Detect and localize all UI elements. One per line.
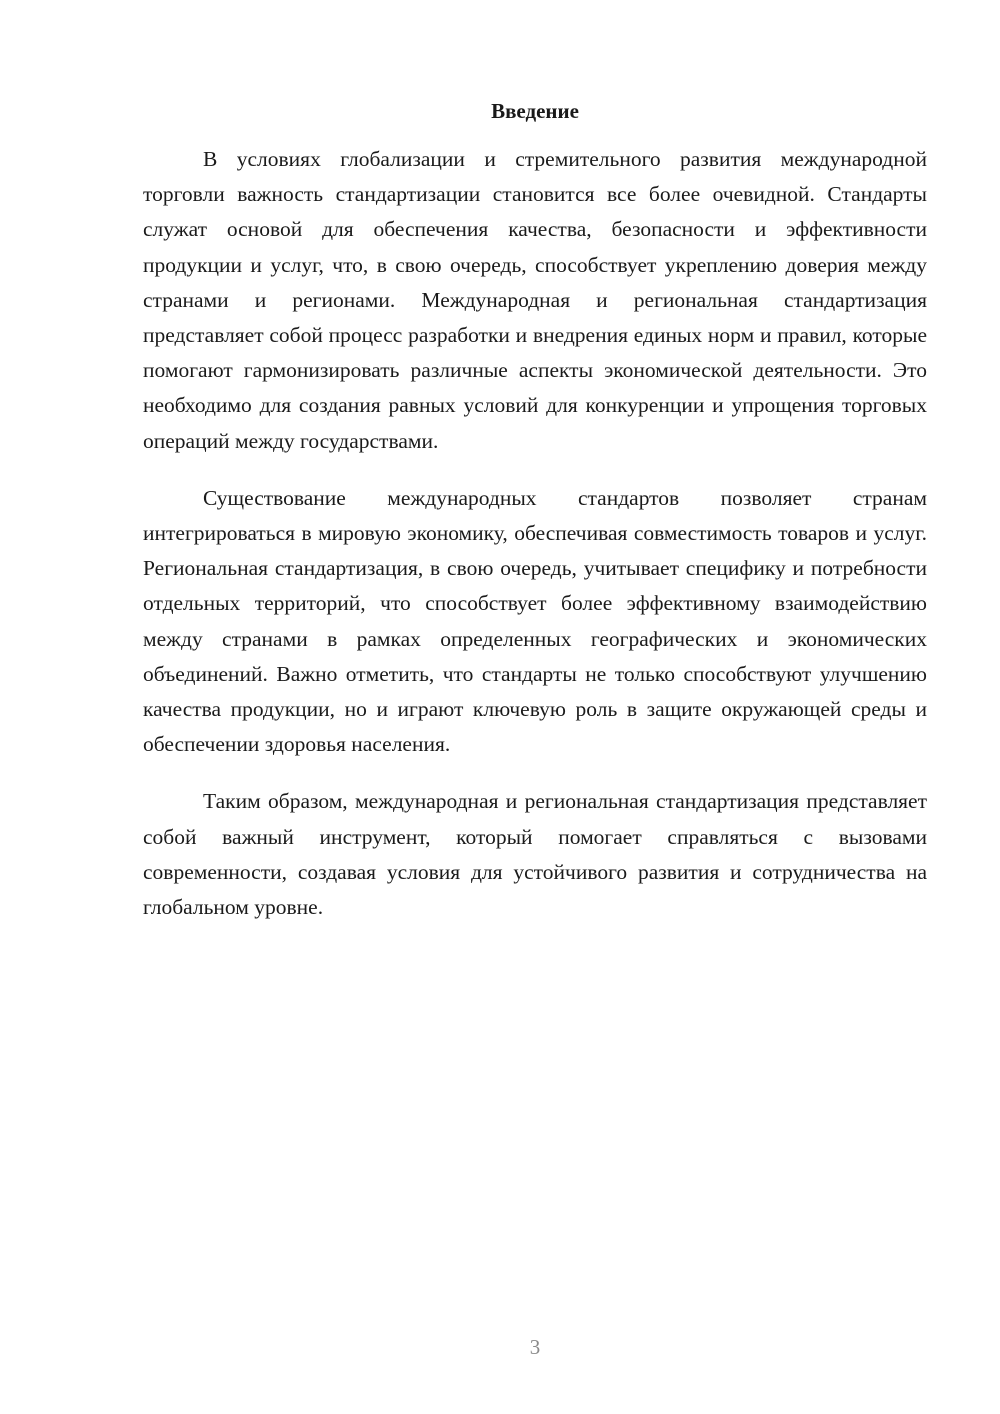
page-number: 3: [529, 1335, 541, 1359]
body-text: [143, 142, 927, 947]
paragraph-1: В условиях глобализации и стремительного развития международной торговли важность стандартизации становится все более очевидной. Стандарты служат основой для обеспечения качества, безопасности и эффективности продукции и услуг, что, в свою очередь, способствует укреплению доверия между странами и регионами. Международная и региональная стандартизация представляет собой процесс разработки и внедрения единых норм и правил, которые помогают гармонизировать различные аспекты экономической деятельности. Это необходимо для создания равных условий для конкуренции и упрощения торговых операций между государствами.: [143, 147, 927, 453]
paragraph-3: Таким образом, международная и региональная стандартизация представляет собой важный инструмент, который помогает справляться с вызовами современности, создавая условия для устойчивого развития и сотрудничества на глобальном уровне.: [143, 789, 927, 920]
paragraph-2: Существование международных стандартов позволяет странам интегрироваться в мировую экономику, обеспечивая совместимость товаров и услуг. Региональная стандартизация, в свою очередь, учитывает специфику и потребности отдельных территорий, что способствует более эффективному взаимодействию между странами в рамках определенных географических и экономических объединений. Важно отметить, что стандарты не только способствуют улучшению качества продукции, но и играют ключевую роль в защите окружающей среды и обеспечении здоровья населения.: [143, 485, 927, 757]
section-heading: Введение: [491, 99, 579, 123]
